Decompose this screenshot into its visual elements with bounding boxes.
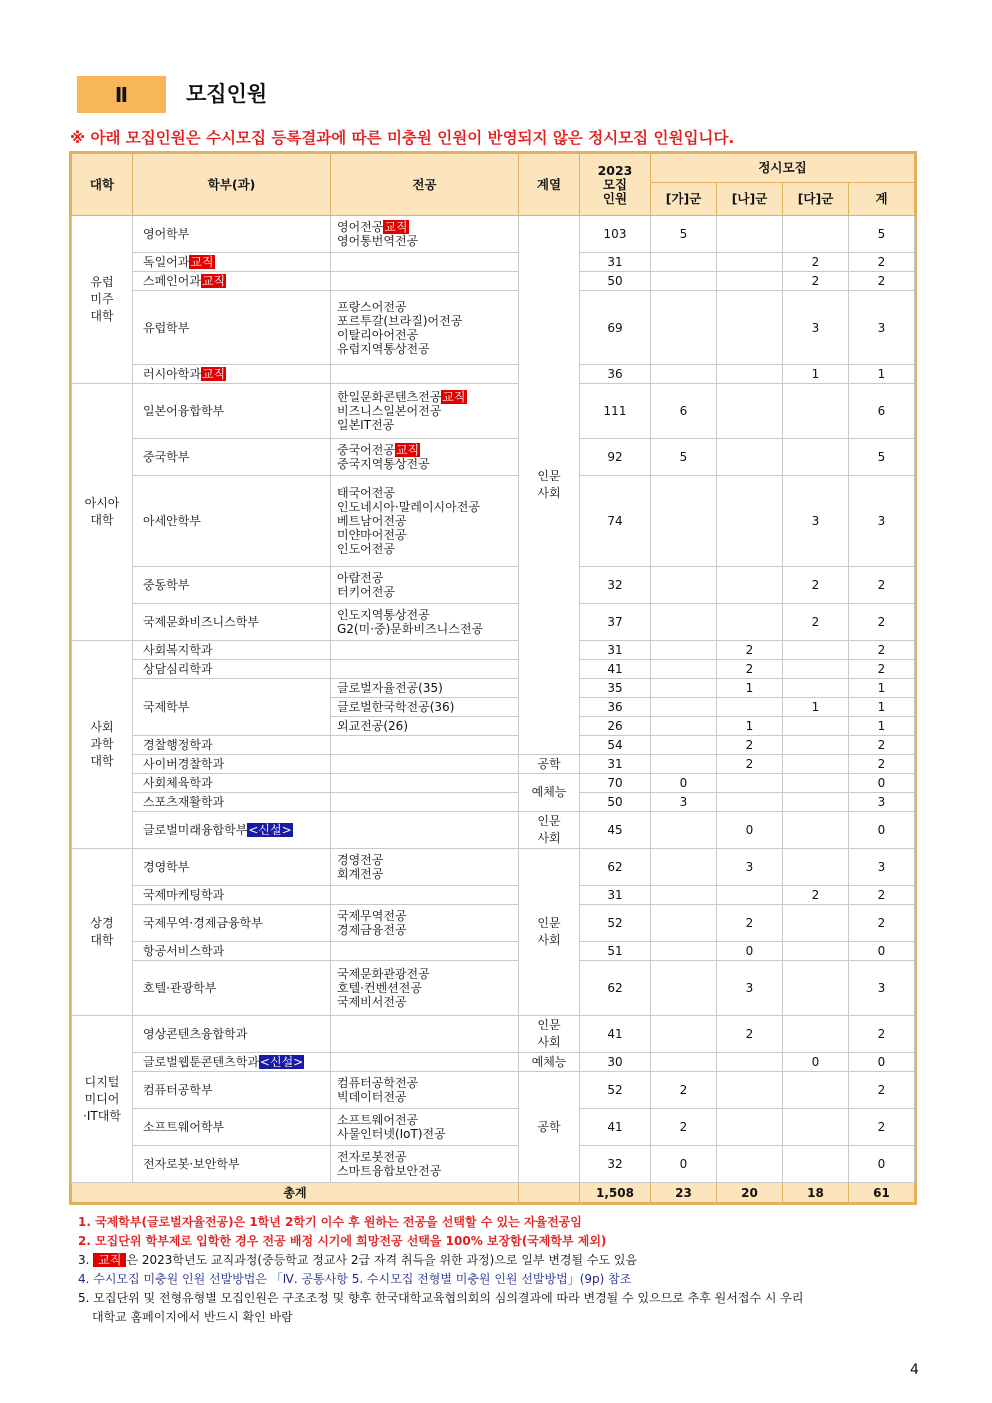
value-cell-t: 2 bbox=[849, 567, 915, 604]
value-cell-ga: 5 bbox=[651, 216, 717, 253]
dept-cell: 경영학부 bbox=[133, 849, 331, 886]
dept-cell: 상담심리학과 bbox=[133, 660, 331, 679]
value-cell-q: 26 bbox=[580, 717, 651, 736]
dept-cell: 러시아학과교직 bbox=[133, 365, 331, 384]
header-college: 대학 bbox=[72, 154, 133, 216]
header-major: 전공 bbox=[331, 154, 519, 216]
value-cell-da bbox=[783, 1072, 849, 1109]
value-cell-da bbox=[783, 736, 849, 755]
value-cell-na bbox=[717, 567, 783, 604]
value-cell-da: 1 bbox=[783, 698, 849, 717]
track-cell: 공학 bbox=[519, 1072, 580, 1183]
header-na: [나]군 bbox=[717, 183, 783, 216]
value-cell-t: 3 bbox=[849, 849, 915, 886]
major-cell: 소프트웨어전공 사물인터넷(IoT)전공 bbox=[331, 1109, 519, 1146]
dept-cell: 사회체육학과 bbox=[133, 774, 331, 793]
value-cell-da bbox=[783, 439, 849, 476]
value-cell-t: 2 bbox=[849, 905, 915, 942]
college-cell: 유럽 미주 대학 bbox=[72, 216, 133, 384]
college-cell: 사회 과학 대학 bbox=[72, 641, 133, 849]
value-cell-na bbox=[717, 793, 783, 812]
major-cell: 전자로봇전공 스마트융합보안전공 bbox=[331, 1146, 519, 1183]
major-cell bbox=[331, 774, 519, 793]
teach-tag: 교직 bbox=[442, 390, 466, 404]
total-na: 20 bbox=[717, 1183, 783, 1203]
header-dept: 학부(과) bbox=[133, 154, 331, 216]
value-cell-da: 2 bbox=[783, 567, 849, 604]
teach-tag: 교직 bbox=[201, 274, 226, 288]
table-row bbox=[72, 641, 915, 660]
table-row bbox=[72, 849, 915, 886]
value-cell-da: 0 bbox=[783, 1053, 849, 1072]
dept-cell: 국제문화비즈니스학부 bbox=[133, 604, 331, 641]
value-cell-q: 62 bbox=[580, 849, 651, 886]
total-ga: 23 bbox=[651, 1183, 717, 1203]
dept-cell: 스페인어과교직 bbox=[133, 272, 331, 291]
track-cell: 예체능 bbox=[519, 774, 580, 812]
total-da: 18 bbox=[783, 1183, 849, 1203]
teach-tag: 교직 bbox=[395, 443, 420, 457]
dept-cell: 사이버경찰학과 bbox=[133, 755, 331, 774]
value-cell-q: 69 bbox=[580, 291, 651, 365]
value-cell-q: 54 bbox=[580, 736, 651, 755]
major-cell bbox=[331, 812, 519, 849]
value-cell-da bbox=[783, 1146, 849, 1183]
value-cell-na: 1 bbox=[717, 717, 783, 736]
header-quota: 2023 모집 인원 bbox=[580, 154, 651, 216]
value-cell-da bbox=[783, 793, 849, 812]
table-row bbox=[72, 812, 915, 849]
value-cell-na bbox=[717, 439, 783, 476]
major-cell bbox=[331, 253, 519, 272]
value-cell-q: 92 bbox=[580, 439, 651, 476]
dept-cell: 소프트웨어학부 bbox=[133, 1109, 331, 1146]
track-cell: 인문 사회 bbox=[519, 812, 580, 849]
value-cell-t: 0 bbox=[849, 774, 915, 793]
total-quota: 1,508 bbox=[580, 1183, 651, 1203]
value-cell-q: 35 bbox=[580, 679, 651, 698]
value-cell-da bbox=[783, 384, 849, 439]
table-row bbox=[72, 291, 915, 365]
value-cell-na: 3 bbox=[717, 961, 783, 1016]
table-row bbox=[72, 604, 915, 641]
dept-cell: 유럽학부 bbox=[133, 291, 331, 365]
value-cell-ga bbox=[651, 736, 717, 755]
total-sum: 61 bbox=[849, 1183, 915, 1203]
value-cell-ga bbox=[651, 604, 717, 641]
value-cell-na bbox=[717, 604, 783, 641]
value-cell-q: 52 bbox=[580, 1072, 651, 1109]
value-cell-ga bbox=[651, 476, 717, 567]
major-cell bbox=[331, 1016, 519, 1053]
table-row bbox=[72, 660, 915, 679]
value-cell-na: 2 bbox=[717, 1016, 783, 1053]
dept-cell: 컴퓨터공학부 bbox=[133, 1072, 331, 1109]
value-cell-da bbox=[783, 660, 849, 679]
major-cell bbox=[331, 942, 519, 961]
value-cell-ga bbox=[651, 942, 717, 961]
table-row bbox=[72, 961, 915, 1016]
table-row bbox=[72, 1072, 915, 1109]
major-cell bbox=[331, 886, 519, 905]
value-cell-q: 51 bbox=[580, 942, 651, 961]
section-title: 모집인원 bbox=[186, 82, 268, 106]
value-cell-q: 31 bbox=[580, 886, 651, 905]
dept-cell: 스포츠재활학과 bbox=[133, 793, 331, 812]
value-cell-q: 31 bbox=[580, 253, 651, 272]
major-cell bbox=[331, 793, 519, 812]
dept-cell: 경찰행정학과 bbox=[133, 736, 331, 755]
header-ga: [가]군 bbox=[651, 183, 717, 216]
college-cell: 디지털 미디어 ·IT대학 bbox=[72, 1016, 133, 1183]
total-label: 총계 bbox=[72, 1183, 519, 1203]
value-cell-da bbox=[783, 905, 849, 942]
table-row bbox=[72, 272, 915, 291]
table-row bbox=[72, 253, 915, 272]
major-cell bbox=[331, 365, 519, 384]
value-cell-t: 6 bbox=[849, 384, 915, 439]
value-cell-t: 1 bbox=[849, 717, 915, 736]
value-cell-q: 111 bbox=[580, 384, 651, 439]
major-cell: 아랍전공 터키어전공 bbox=[331, 567, 519, 604]
value-cell-q: 70 bbox=[580, 774, 651, 793]
major-cell: 국제문화관광전공 호텔·컨벤션전공 국제비서전공 bbox=[331, 961, 519, 1016]
dept-cell: 사회복지학과 bbox=[133, 641, 331, 660]
value-cell-na bbox=[717, 365, 783, 384]
value-cell-ga bbox=[651, 1016, 717, 1053]
new-tag: <신설> bbox=[248, 823, 292, 837]
dept-cell: 국제무역·경제금융학부 bbox=[133, 905, 331, 942]
value-cell-na: 2 bbox=[717, 755, 783, 774]
value-cell-t: 2 bbox=[849, 886, 915, 905]
value-cell-na: 2 bbox=[717, 905, 783, 942]
track-cell: 인문 사회 bbox=[519, 1016, 580, 1053]
page-number: 4 bbox=[910, 1362, 919, 1378]
value-cell-ga bbox=[651, 698, 717, 717]
value-cell-t: 2 bbox=[849, 755, 915, 774]
teach-tag: 교직 bbox=[190, 255, 214, 269]
major-cell bbox=[331, 736, 519, 755]
value-cell-t: 2 bbox=[849, 272, 915, 291]
table-row bbox=[72, 365, 915, 384]
dept-cell: 전자로봇·보안학부 bbox=[133, 1146, 331, 1183]
value-cell-da bbox=[783, 755, 849, 774]
value-cell-q: 74 bbox=[580, 476, 651, 567]
value-cell-da bbox=[783, 942, 849, 961]
value-cell-q: 62 bbox=[580, 961, 651, 1016]
value-cell-da: 2 bbox=[783, 253, 849, 272]
value-cell-ga bbox=[651, 253, 717, 272]
value-cell-t: 3 bbox=[849, 291, 915, 365]
value-cell-t: 3 bbox=[849, 476, 915, 567]
table-row bbox=[72, 216, 915, 253]
value-cell-t: 2 bbox=[849, 660, 915, 679]
header-total: 계 bbox=[849, 183, 915, 216]
value-cell-q: 32 bbox=[580, 1146, 651, 1183]
major-cell bbox=[331, 1053, 519, 1072]
note-1: 1. 국제학부(글로벌자율전공)은 1학년 2학기 이수 후 원하는 전공을 선택할 수 있는 자율전공임 bbox=[78, 1215, 582, 1229]
table-row bbox=[72, 384, 915, 439]
value-cell-da: 2 bbox=[783, 272, 849, 291]
table-row bbox=[72, 1146, 915, 1183]
value-cell-ga bbox=[651, 567, 717, 604]
major-cell: 글로벌한국학전공(36) bbox=[331, 698, 519, 717]
value-cell-ga bbox=[651, 812, 717, 849]
dept-cell: 아세안학부 bbox=[133, 476, 331, 567]
value-cell-t: 1 bbox=[849, 679, 915, 698]
value-cell-na: 2 bbox=[717, 660, 783, 679]
value-cell-na: 0 bbox=[717, 942, 783, 961]
dept-cell: 글로벌웹툰콘텐츠학과<신설> bbox=[133, 1053, 331, 1072]
value-cell-na bbox=[717, 774, 783, 793]
table-row bbox=[72, 1016, 915, 1053]
dept-cell: 글로벌미래융합학부<신설> bbox=[133, 812, 331, 849]
major-cell: 경영전공 회계전공 bbox=[331, 849, 519, 886]
value-cell-t: 2 bbox=[849, 1109, 915, 1146]
major-cell bbox=[331, 660, 519, 679]
value-cell-q: 103 bbox=[580, 216, 651, 253]
track-cell: 인문 사회 bbox=[519, 849, 580, 1016]
value-cell-t: 2 bbox=[849, 1072, 915, 1109]
note-4: 4. 수시모집 미충원 인원 선발방법은 「Ⅳ. 공통사항 5. 수시모집 전형별 미충원 인원 선발방법」(9p) 참조 bbox=[78, 1272, 632, 1286]
teach-tag: 교직 bbox=[201, 367, 226, 381]
dept-cell: 독일어과교직 bbox=[133, 253, 331, 272]
value-cell-q: 31 bbox=[580, 641, 651, 660]
section-badge: Ⅱ bbox=[77, 76, 166, 113]
value-cell-q: 45 bbox=[580, 812, 651, 849]
value-cell-t: 2 bbox=[849, 641, 915, 660]
major-cell: 중국어전공교직 중국지역통상전공 bbox=[331, 439, 519, 476]
value-cell-ga: 5 bbox=[651, 439, 717, 476]
major-cell: 컴퓨터공학전공 빅데이터전공 bbox=[331, 1072, 519, 1109]
major-cell: 태국어전공 인도네시아·말레이시아전공 베트남어전공 미얀마어전공 인도어전공 bbox=[331, 476, 519, 567]
table-row bbox=[72, 755, 915, 774]
value-cell-ga bbox=[651, 1053, 717, 1072]
value-cell-t: 0 bbox=[849, 812, 915, 849]
major-cell: 외교전공(26) bbox=[331, 717, 519, 736]
dept-cell: 국제마케팅학과 bbox=[133, 886, 331, 905]
value-cell-ga: 2 bbox=[651, 1109, 717, 1146]
major-cell: 한일문화콘텐츠전공교직 비즈니스일본어전공 일본IT전공 bbox=[331, 384, 519, 439]
major-cell bbox=[331, 755, 519, 774]
track-cell: 예체능 bbox=[519, 1053, 580, 1072]
value-cell-na: 0 bbox=[717, 812, 783, 849]
value-cell-da bbox=[783, 812, 849, 849]
value-cell-da bbox=[783, 774, 849, 793]
footnotes bbox=[78, 1213, 803, 1327]
table-row bbox=[72, 1109, 915, 1146]
note-2: 2. 모집단위 학부제로 입학한 경우 전공 배정 시기에 희망전공 선택을 100% 보장함(국제학부 제외) bbox=[78, 1234, 607, 1248]
college-cell: 상경 대학 bbox=[72, 849, 133, 1016]
value-cell-t: 2 bbox=[849, 253, 915, 272]
value-cell-da: 2 bbox=[783, 604, 849, 641]
value-cell-ga: 2 bbox=[651, 1072, 717, 1109]
value-cell-t: 3 bbox=[849, 961, 915, 1016]
notice-text: ※ 아래 모집인원은 수시모집 등록결과에 따른 미충원 인원이 반영되지 않은 정시모집 인원입니다. bbox=[70, 129, 735, 147]
value-cell-ga bbox=[651, 660, 717, 679]
table-row bbox=[72, 793, 915, 812]
value-cell-t: 5 bbox=[849, 216, 915, 253]
value-cell-na bbox=[717, 698, 783, 717]
value-cell-na bbox=[717, 216, 783, 253]
value-cell-ga: 6 bbox=[651, 384, 717, 439]
teach-tag: 교직 bbox=[384, 220, 408, 234]
value-cell-ga bbox=[651, 272, 717, 291]
value-cell-ga bbox=[651, 365, 717, 384]
header-regular: 정시모집 bbox=[651, 154, 915, 183]
value-cell-da bbox=[783, 641, 849, 660]
value-cell-da bbox=[783, 1109, 849, 1146]
table-row bbox=[72, 679, 915, 698]
table-row bbox=[72, 905, 915, 942]
value-cell-t: 1 bbox=[849, 365, 915, 384]
value-cell-q: 32 bbox=[580, 567, 651, 604]
value-cell-ga bbox=[651, 905, 717, 942]
major-cell: 영어전공교직 영어통번역전공 bbox=[331, 216, 519, 253]
value-cell-na bbox=[717, 1146, 783, 1183]
value-cell-na bbox=[717, 253, 783, 272]
value-cell-t: 0 bbox=[849, 1053, 915, 1072]
value-cell-ga bbox=[651, 641, 717, 660]
table-row bbox=[72, 942, 915, 961]
header-da: [다]군 bbox=[783, 183, 849, 216]
value-cell-da: 3 bbox=[783, 476, 849, 567]
value-cell-da: 3 bbox=[783, 291, 849, 365]
dept-cell: 중국학부 bbox=[133, 439, 331, 476]
value-cell-da bbox=[783, 849, 849, 886]
value-cell-ga: 3 bbox=[651, 793, 717, 812]
value-cell-q: 41 bbox=[580, 660, 651, 679]
value-cell-da bbox=[783, 961, 849, 1016]
value-cell-na: 1 bbox=[717, 679, 783, 698]
major-cell: 인도지역통상전공 G2(미·중)문화비즈니스전공 bbox=[331, 604, 519, 641]
table-row bbox=[72, 567, 915, 604]
value-cell-q: 50 bbox=[580, 793, 651, 812]
note-3: 3. 교직 은 2023학년도 교직과정(중등학교 정교사 2급 자격 취득을 위한 과정)으로 일부 변경될 수도 있음 bbox=[78, 1253, 638, 1267]
value-cell-na bbox=[717, 886, 783, 905]
value-cell-q: 36 bbox=[580, 365, 651, 384]
value-cell-na bbox=[717, 476, 783, 567]
value-cell-t: 2 bbox=[849, 736, 915, 755]
note-5: 5. 모집단위 및 전형유형별 모집인원은 구조조정 및 향후 한국대학교육협의회의 심의결과에 따라 변경될 수 있으므로 추후 원서접수 시 우리 bbox=[78, 1291, 804, 1305]
value-cell-t: 0 bbox=[849, 1146, 915, 1183]
value-cell-na bbox=[717, 1053, 783, 1072]
teach-tag: 교직 bbox=[93, 1253, 126, 1267]
value-cell-ga: 0 bbox=[651, 1146, 717, 1183]
table-row bbox=[72, 886, 915, 905]
table-row bbox=[72, 1053, 915, 1072]
table-row bbox=[72, 439, 915, 476]
value-cell-q: 36 bbox=[580, 698, 651, 717]
value-cell-ga bbox=[651, 717, 717, 736]
dept-cell: 국제학부 bbox=[133, 679, 331, 736]
value-cell-t: 1 bbox=[849, 698, 915, 717]
major-cell bbox=[331, 641, 519, 660]
value-cell-t: 2 bbox=[849, 604, 915, 641]
dept-cell: 영상콘텐츠융합학과 bbox=[133, 1016, 331, 1053]
value-cell-ga bbox=[651, 679, 717, 698]
value-cell-ga bbox=[651, 755, 717, 774]
value-cell-t: 3 bbox=[849, 793, 915, 812]
value-cell-q: 41 bbox=[580, 1016, 651, 1053]
value-cell-ga bbox=[651, 849, 717, 886]
dept-cell: 중동학부 bbox=[133, 567, 331, 604]
value-cell-na: 2 bbox=[717, 736, 783, 755]
value-cell-ga bbox=[651, 961, 717, 1016]
value-cell-q: 31 bbox=[580, 755, 651, 774]
header-track: 계열 bbox=[519, 154, 580, 216]
value-cell-da: 2 bbox=[783, 886, 849, 905]
table-row bbox=[72, 736, 915, 755]
value-cell-t: 5 bbox=[849, 439, 915, 476]
value-cell-q: 37 bbox=[580, 604, 651, 641]
major-cell bbox=[331, 272, 519, 291]
value-cell-na: 3 bbox=[717, 849, 783, 886]
value-cell-da bbox=[783, 717, 849, 736]
value-cell-da bbox=[783, 216, 849, 253]
college-cell: 아시아 대학 bbox=[72, 384, 133, 641]
track-cell: 공학 bbox=[519, 755, 580, 774]
value-cell-q: 41 bbox=[580, 1109, 651, 1146]
value-cell-t: 2 bbox=[849, 1016, 915, 1053]
table-row bbox=[72, 774, 915, 793]
table-row bbox=[72, 476, 915, 567]
major-cell: 국제무역전공 경제금융전공 bbox=[331, 905, 519, 942]
value-cell-q: 30 bbox=[580, 1053, 651, 1072]
value-cell-ga bbox=[651, 886, 717, 905]
value-cell-da bbox=[783, 1016, 849, 1053]
note-5-cont: 대학교 홈페이지에서 반드시 확인 바람 bbox=[92, 1310, 293, 1324]
value-cell-na bbox=[717, 1109, 783, 1146]
value-cell-da bbox=[783, 679, 849, 698]
value-cell-na bbox=[717, 384, 783, 439]
dept-cell: 영어학부 bbox=[133, 216, 331, 253]
track-cell: 인문 사회 bbox=[519, 216, 580, 755]
new-tag: <신설> bbox=[259, 1055, 304, 1069]
value-cell-ga: 0 bbox=[651, 774, 717, 793]
value-cell-t: 0 bbox=[849, 942, 915, 961]
value-cell-na bbox=[717, 272, 783, 291]
value-cell-na bbox=[717, 1072, 783, 1109]
dept-cell: 항공서비스학과 bbox=[133, 942, 331, 961]
value-cell-na bbox=[717, 291, 783, 365]
major-cell: 글로벌자율전공(35) bbox=[331, 679, 519, 698]
dept-cell: 호텔·관광학부 bbox=[133, 961, 331, 1016]
value-cell-q: 50 bbox=[580, 272, 651, 291]
value-cell-da: 1 bbox=[783, 365, 849, 384]
value-cell-q: 52 bbox=[580, 905, 651, 942]
value-cell-na: 2 bbox=[717, 641, 783, 660]
major-cell: 프랑스어전공 포르투갈(브라질)어전공 이탈리아어전공 유럽지역통상전공 bbox=[331, 291, 519, 365]
recruitment-table bbox=[71, 153, 915, 1203]
dept-cell: 일본어융합학부 bbox=[133, 384, 331, 439]
value-cell-ga bbox=[651, 291, 717, 365]
